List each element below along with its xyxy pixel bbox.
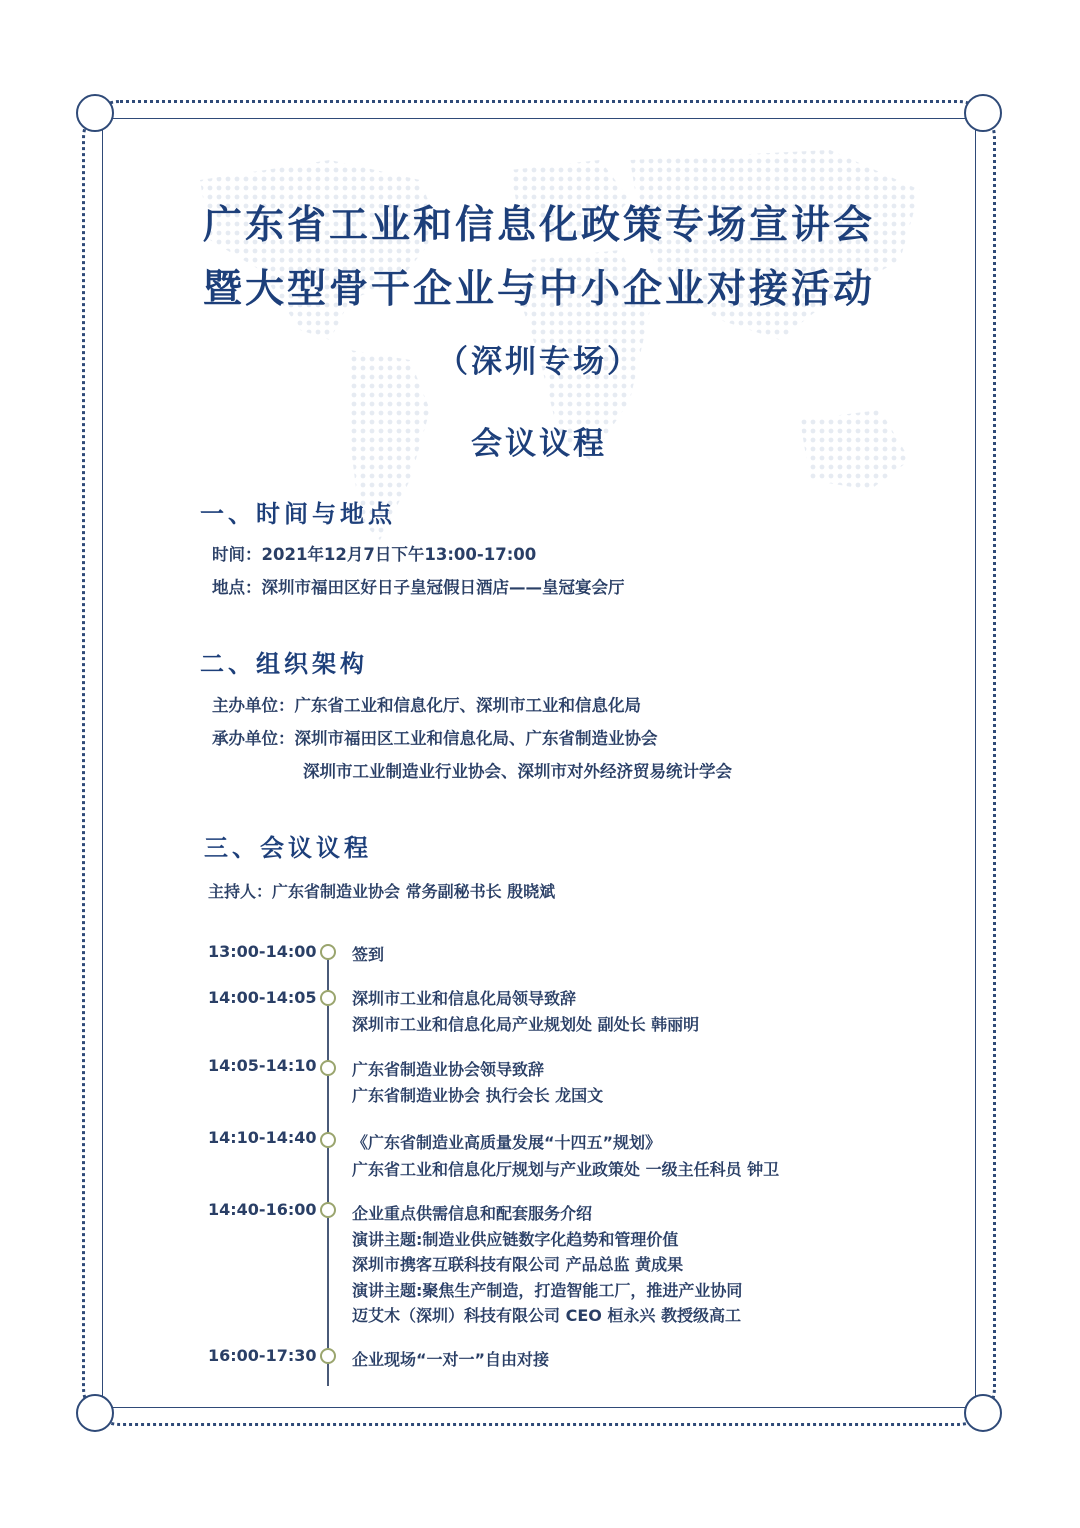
- agenda-item-speaker: 广东省制造业协会 执行会长 龙国文: [352, 1086, 604, 1105]
- organizer-units: 承办单位：深圳市福田区工业和信息化局、广东省制造业协会: [212, 729, 658, 748]
- section-heading-agenda: 三、会议议程: [204, 834, 372, 862]
- frame-corner-ornament: [76, 94, 114, 132]
- agenda-item-text: 企业现场“一对一”自由对接: [352, 1350, 550, 1369]
- agenda-item-speaker: 深圳市工业和信息化局产业规划处 副处长 韩丽明: [352, 1015, 700, 1034]
- agenda-item-text: 企业重点供需信息和配套服务介绍: [352, 1204, 593, 1223]
- timeline-dot: [320, 1348, 336, 1364]
- agenda-time: 14:40-16:00: [208, 1200, 317, 1219]
- timeline-dot: [320, 1060, 336, 1076]
- agenda-item-speaker: 迈艾木（深圳）科技有限公司 CEO 桓永兴 教授级高工: [352, 1306, 741, 1325]
- moderator: 主持人：广东省制造业协会 常务副秘书长 殷晓斌: [208, 882, 556, 901]
- agenda-time: 14:00-14:05: [208, 988, 317, 1007]
- page-title-line1: 广东省工业和信息化政策专场宣讲会: [202, 203, 875, 248]
- organizer-units-continued: 深圳市工业制造业行业协会、深圳市对外经济贸易统计学会: [303, 762, 732, 781]
- host-units: 主办单位：广东省工业和信息化厅、深圳市工业和信息化局: [212, 696, 641, 715]
- agenda-time: 14:05-14:10: [208, 1056, 317, 1075]
- agenda-item-topic: 演讲主题:聚焦生产制造，打造智能工厂，推进产业协同: [352, 1281, 743, 1300]
- frame-corner-ornament: [964, 94, 1002, 132]
- section-heading-time-place: 一、时间与地点: [200, 500, 396, 528]
- agenda-item-speaker: 深圳市携客互联科技有限公司 产品总监 黄成果: [352, 1255, 684, 1274]
- page-subtitle: （深圳专场）: [437, 344, 641, 380]
- event-time: 时间：2021年12月7日下午13:00-17:00: [212, 545, 537, 564]
- timeline-dot: [320, 944, 336, 960]
- timeline-dot: [320, 1202, 336, 1218]
- timeline-dot: [320, 1132, 336, 1148]
- frame-corner-ornament: [964, 1394, 1002, 1432]
- agenda-item-text: 广东省制造业协会领导致辞: [352, 1060, 545, 1079]
- agenda-item-speaker: 广东省工业和信息化厅规划与产业政策处 一级主任科员 钟卫: [352, 1160, 780, 1179]
- timeline-dot: [320, 990, 336, 1006]
- agenda-item-text: 深圳市工业和信息化局领导致辞: [352, 989, 577, 1008]
- agenda-time: 13:00-14:00: [208, 942, 317, 961]
- agenda-heading: 会议议程: [471, 426, 607, 462]
- section-heading-organization: 二、组织架构: [200, 650, 368, 678]
- agenda-item-text: 《广东省制造业高质量发展“十四五”规划》: [352, 1133, 662, 1152]
- agenda-item-topic: 演讲主题:制造业供应链数字化趋势和管理价值: [352, 1230, 679, 1249]
- event-place: 地点：深圳市福田区好日子皇冠假日酒店——皇冠宴会厅: [212, 578, 625, 597]
- agenda-time: 14:10-14:40: [208, 1128, 317, 1147]
- agenda-time: 16:00-17:30: [208, 1346, 317, 1365]
- page-title-line2: 暨大型骨干企业与中小企业对接活动: [202, 267, 875, 312]
- agenda-item-text: 签到: [352, 945, 385, 964]
- frame-corner-ornament: [76, 1394, 114, 1432]
- timeline-axis: [327, 948, 329, 1386]
